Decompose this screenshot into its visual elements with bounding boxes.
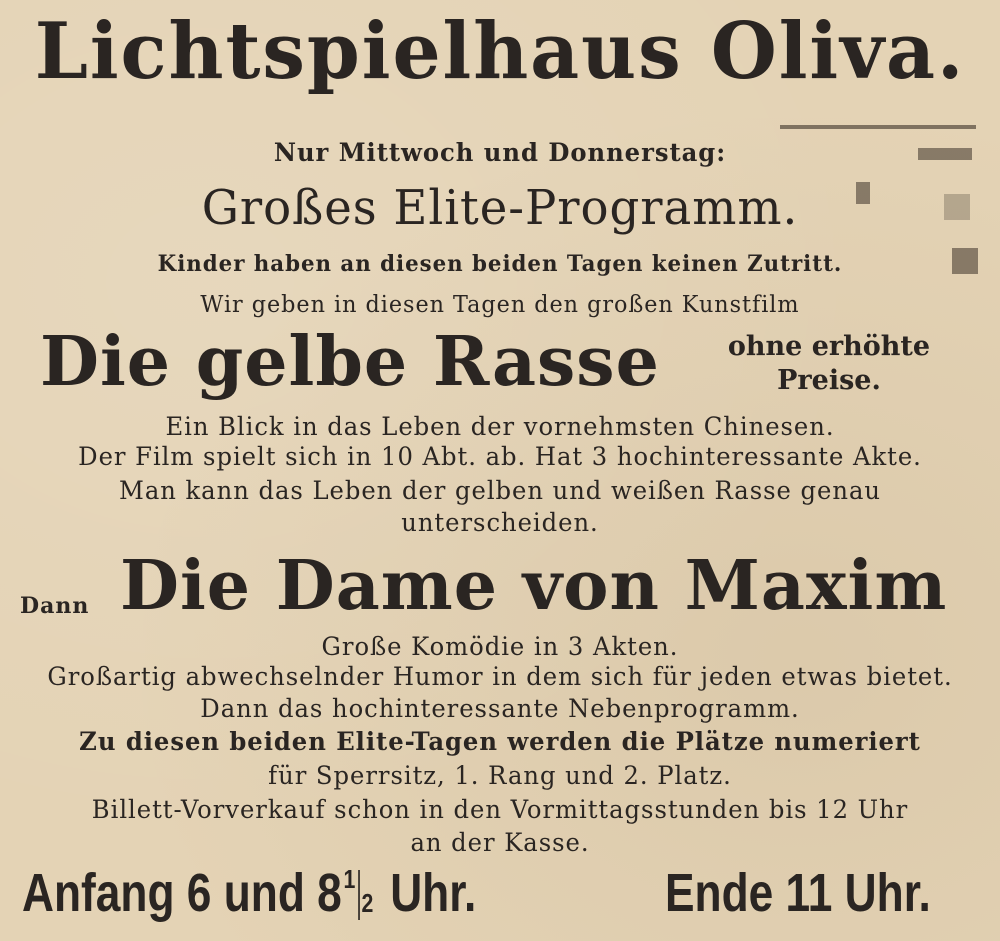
film2-prefix: Dann — [20, 593, 90, 619]
decorative-rule — [780, 125, 976, 129]
fraction-denominator: 2 — [361, 888, 374, 918]
price-note — [698, 330, 960, 398]
start-time-suffix: Uhr. — [390, 863, 477, 923]
seating-categories-line: für Sperrsitz, 1. Rang und 2. Platz. — [268, 761, 732, 790]
presale-location-line: an der Kasse. — [410, 828, 590, 857]
film1-title: Die gelbe Rasse — [40, 322, 660, 402]
end-time: Ende 11 Uhr. — [665, 863, 931, 923]
price-note-line-2: Preise. — [777, 365, 881, 396]
children-notice: Kinder haben an diesen beiden Tagen keinen Zutritt. — [157, 251, 843, 277]
seating-notice-line: Zu diesen beiden Elite-Tagen werden die Plätze numeriert — [79, 727, 921, 756]
cinema-name-heading: Lichtspielhaus Oliva. — [34, 6, 966, 97]
film1-description-line: Man kann das Leben der gelben und weißen Rasse genau — [119, 476, 881, 505]
fraction-bar — [358, 870, 360, 920]
presale-line: Billett-Vorverkauf schon in den Vormittagsstunden bis 12 Uhr — [91, 795, 909, 824]
film1-description-line: Der Film spielt sich in 10 Abt. ab. Hat 3 hochinteressante Akte. — [78, 442, 922, 471]
film1-description-line: Ein Blick in das Leben der vornehmsten Chinesen. — [165, 412, 835, 441]
fraction-numerator: 1 — [343, 864, 356, 894]
days-line: Nur Mittwoch und Donnerstag: — [273, 138, 727, 167]
film2-title: Die Dame von Maxim — [120, 546, 948, 626]
program-heading: Großes Elite-Programm. — [201, 180, 799, 236]
start-time — [22, 862, 476, 924]
film2-description-line: Dann das hochinteressante Nebenprogramm. — [200, 694, 800, 723]
start-time-prefix: Anfang 6 und 8 — [22, 863, 342, 923]
price-note-line-1: ohne erhöhte — [727, 331, 931, 362]
film1-description-line: unterscheiden. — [401, 508, 599, 537]
film2-description-line: Große Komödie in 3 Akten. — [321, 632, 679, 661]
half-fraction — [342, 862, 378, 922]
film-intro-line: Wir geben in diesen Tagen den großen Kunstfilm — [200, 292, 800, 318]
film2-description-line: Großartig abwechselnder Humor in dem sich für jeden etwas bietet. — [47, 662, 953, 691]
